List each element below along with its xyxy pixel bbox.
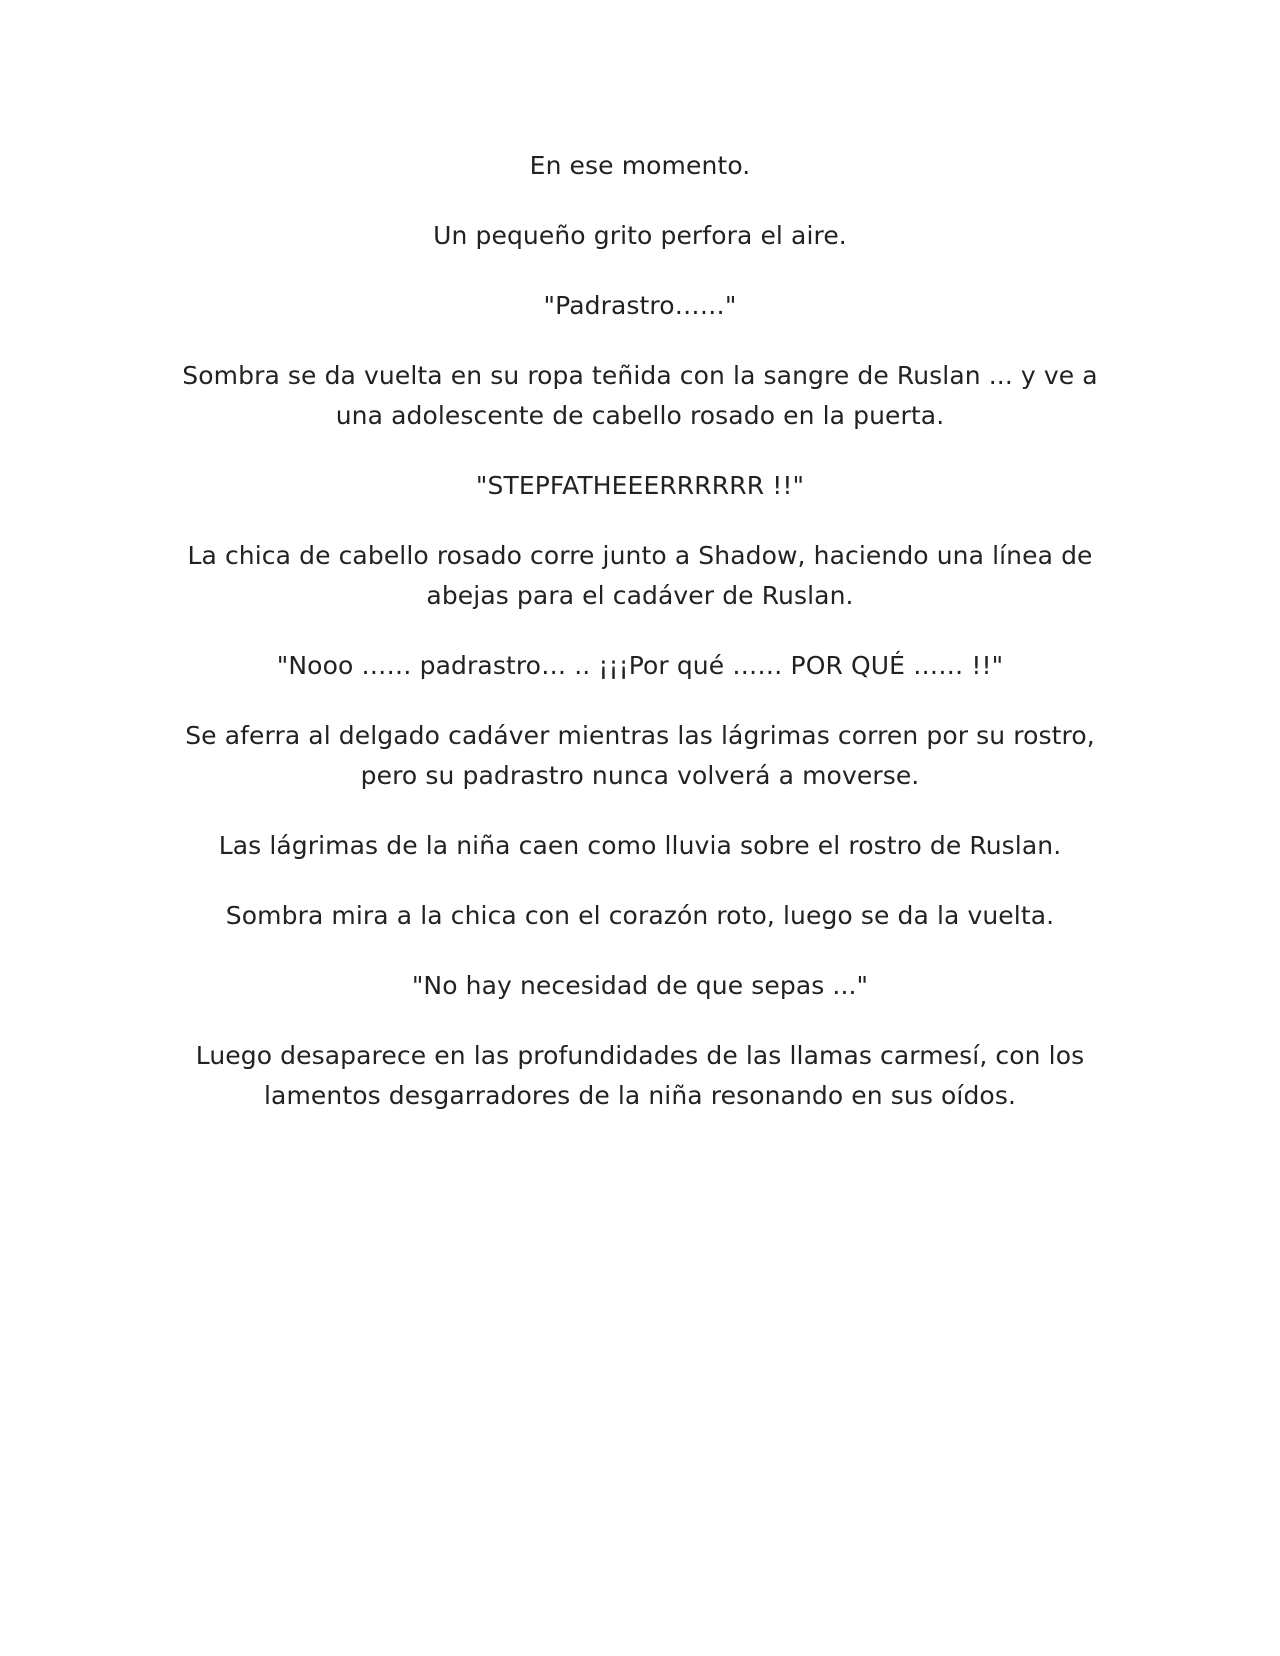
paragraph-9: Las lágrimas de la niña caen como lluvia sobre el rostro de Ruslan.	[218, 831, 1062, 860]
paragraph-12: Luego desaparece en las profundidades de las llamas carmesí, con los lamentos desgarradores de la niña resonando en sus oídos.	[195, 1041, 1085, 1110]
paragraph-1: En ese momento.	[529, 151, 751, 180]
paragraph-11: "No hay necesidad de que sepas ..."	[411, 971, 869, 1000]
paragraph-3: "Padrastro……"	[543, 291, 737, 320]
document-body	[160, 146, 1120, 1146]
paragraph-7: "Nooo …… padrastro… .. ¡¡¡Por qué …… POR QUÉ …… !!"	[276, 651, 1004, 680]
paragraph-5: "STEPFATHEEERRRRRR !!"	[475, 471, 805, 500]
paragraph-4: Sombra se da vuelta en su ropa teñida con la sangre de Ruslan ... y ve a una adolescente de cabello rosado en la puerta.	[182, 361, 1098, 430]
paragraph-10: Sombra mira a la chica con el corazón roto, luego se da la vuelta.	[225, 901, 1055, 930]
paragraph-2: Un pequeño grito perfora el aire.	[433, 221, 847, 250]
paragraph-6: La chica de cabello rosado corre junto a Shadow, haciendo una línea de abejas para el cadáver de Ruslan.	[187, 541, 1093, 610]
paragraph-8: Se aferra al delgado cadáver mientras las lágrimas corren por su rostro, pero su padrastro nunca volverá a moverse.	[185, 721, 1095, 790]
